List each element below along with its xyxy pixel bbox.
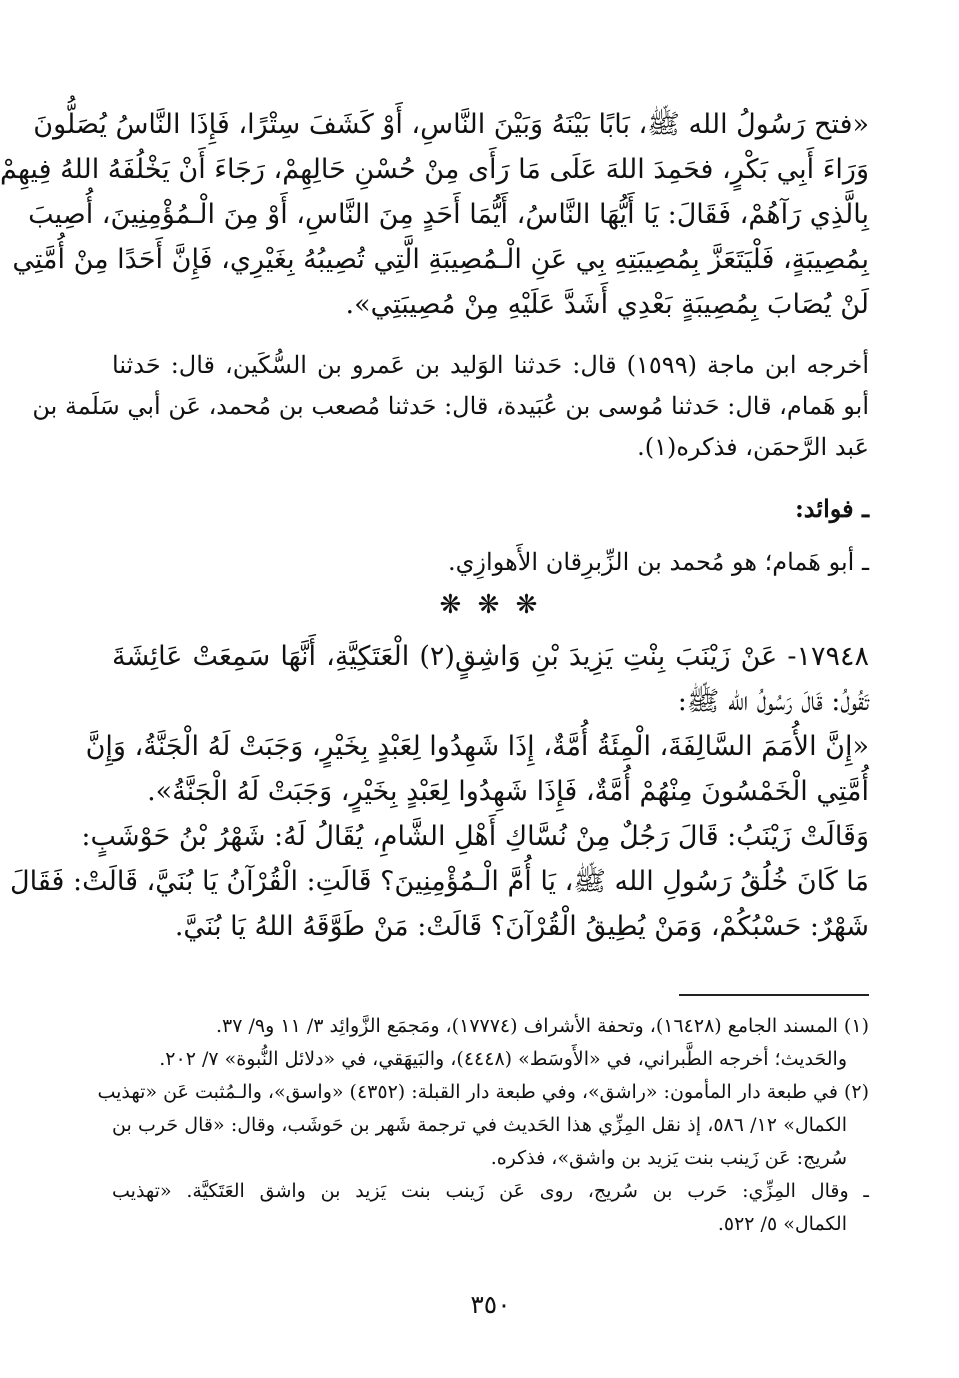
text-line: بِمُصِيبَةٍ، فَلْيَتَعَزَّ بِمُصِيبَتِهِ بِي عَنِ الْـمُصِيبَةِ الَّتِي تُصِيبُهُ بِغَيْرِي، فَإِنَّ أَحَدًا مِنْ أُمَّتِي (12, 244, 869, 275)
footnote-line: الكمال» ٥/ ٥٢٢. (717, 1213, 847, 1235)
text-line: ١٧٩٤٨- عَنْ زَيْنَبَ بِنْتِ يَزِيدَ بْنِ وَاشِقٍ(٢) الْعَتَكِيَّةِ، أَنَّهَا سَمِعَتْ عَائِشَةَ (112, 641, 869, 672)
footnote-line: الكمال» ١٢/ ٥٨٦، إذ نقل المِزِّي هذا الحَديث في ترجمة شَهر بن حَوشَب، وقال: «قال حَرب بن (112, 1114, 847, 1136)
text-line: عَبد الرَّحمَن، فذكره(١). (637, 433, 869, 461)
footnote-line: (٢) في طبعة دار المأمون: «راشق»، وفي طبعة دار القبلة: (٤٣٥٢) «واسق»، والـمُثبت عَن «تهذيب (97, 1081, 869, 1103)
text-line: مَا كَانَ خُلُقُ رَسُولِ الله ﷺ، يَا أُمَّ الْـمُؤْمِنِينَ؟ قَالَتِ: الْقُرْآنُ يَا بُنَيَّ، قَالَتْ: فَقَالَ (10, 866, 869, 897)
section-separator: ❋ ❋ ❋ (439, 590, 542, 620)
footnotes (97, 1010, 869, 1241)
text-line: أبو هَمام، قال: حَدثنا مُوسى بن عُبَيدة، قال: حَدثنا مُصعب بن مُحمد، عَن أبي سَلَمة بن (32, 392, 869, 420)
fawaid-heading: ـ فوائد: (794, 494, 869, 523)
page-number: ٣٥٠ (470, 1290, 511, 1319)
text-line: لَنْ يُصَابَ بِمُصِيبَةٍ بَعْدِي أَشَدَّ عَلَيْهِ مِنْ مُصِيبَتِي». (345, 289, 869, 320)
text-line: «فتح رَسُولُ الله ﷺ، بَابًا بَيْنَهُ وَبَيْنَ النَّاسِ، أَوْ كَشَفَ سِتْرًا، فَإِذَا النَّاسُ يُصَلُّونَ (33, 109, 869, 140)
text-line: بِالَّذِي رَآهُمْ، فَقَالَ: يَا أَيُّهَا النَّاسُ، أَيُّمَا أَحَدٍ مِنَ النَّاسِ، أَوْ مِنَ الْـمُؤْمِنِينَ، أُصِيبَ (28, 199, 869, 230)
sanad-1-text (32, 345, 869, 468)
footnote-line: سُريج: عَن زَينب بنت يَزيد بن واشق»، فذكره. (490, 1147, 847, 1169)
text-line: وَقَالَتْ زَيْنَبُ: قَالَ رَجُلٌ مِنْ نُسَّاكِ أَهْلِ الشَّامِ، يُقَالُ لَهُ: شَهْرُ بْنُ حَوْشَبٍ: (81, 821, 869, 852)
hadith-1-text (0, 102, 869, 327)
text-line: أخرجه ابن ماجة (١٥٩٩) قال: حَدثنا الوَليد بن عَمرو بن السُّكَين، قال: حَدثنا (112, 351, 869, 379)
footnote-line: (١) المسند الجامع (١٦٤٢٨)، وتحفة الأشراف (١٧٧٧٤)، ومَجمَع الزَّوائِد ٣/ ١١ و٩/ ٣٧. (216, 1015, 869, 1037)
text-line: وَرَاءَ أَبِي بَكْرٍ، فحَمِدَ اللهَ عَلَى مَا رَأَى مِنْ حُسْنِ حَالِهِمْ، رَجَاءَ أَنْ يَخْلُفَهُ اللهُ فِيهِمْ (0, 154, 869, 185)
footnote-line: ـ وقال المِزِّي: حَرب بن سُريج، روى عَن زَينب بنت يَزيد بن واشق العَتَكيَّة. «تهذيب (112, 1180, 869, 1202)
text-line: شَهْرٌ: حَسْبُكُمْ، وَمَنْ يُطِيقُ الْقُرْآنَ؟ قَالَتْ: مَنْ طَوَّقَهُ اللهُ يَا بُنَيَّ. (174, 911, 869, 942)
text-line: «إِنَّ الأُمَمَ السَّالِفَةَ، الْمِئَةُ أُمَّةٌ، إِذَا شَهِدُوا لِعَبْدٍ بِخَيْرٍ، وَجَبَتْ لَهُ الْجَنَّةُ، وَإِنَّ (85, 731, 869, 762)
hadith-2-text (10, 634, 869, 949)
text-line: أُمَّتِي الْخَمْسُونَ مِنْهُمْ أُمَّةٌ، فَإِذَا شَهِدُوا لِعَبْدٍ بِخَيْرٍ، وَجَبَتْ لَهُ الْجَنَّةُ». (147, 776, 869, 807)
fawaid-item: ـ أبو هَمام؛ هو مُحمد بن الزِّبرِقان الأَهوازِي. (448, 548, 869, 576)
footnote-line: والحَديث؛ أخرجه الطَّبراني، في «الأَوسَط» (٤٤٤٨)، والبَيهَقي، في «دلائل النُّبوة» ٧/ ٢٠٢. (159, 1048, 847, 1070)
text-line: تَقُولُ: قَالَ رَسُولُ الله ﷺ: (677, 686, 869, 717)
footnote-divider (679, 994, 869, 996)
